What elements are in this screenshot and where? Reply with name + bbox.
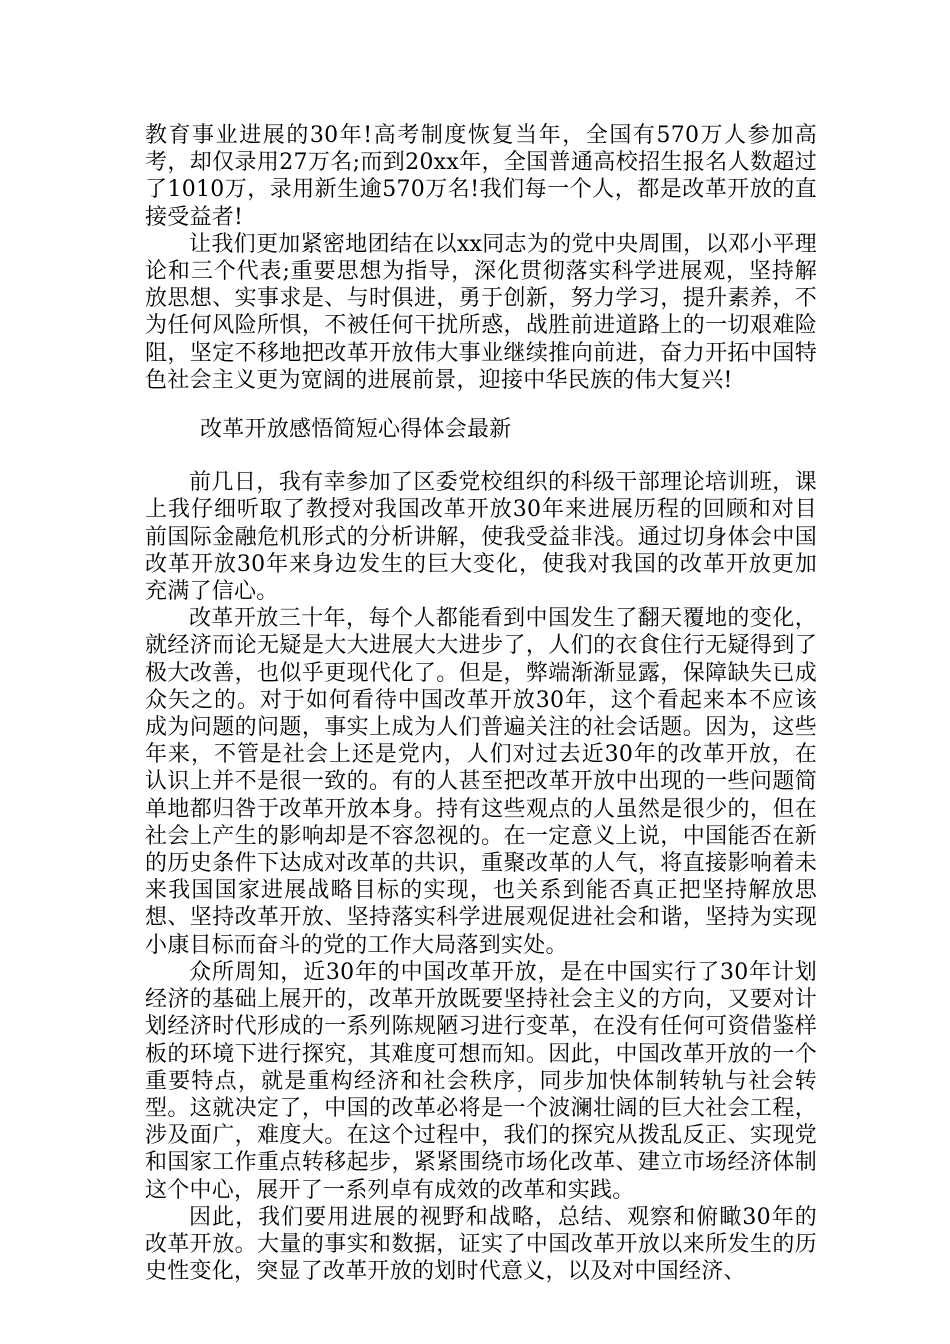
paragraph-education: 教育事业进展的30年!高考制度恢复当年，全国有570万人参加高考，却仅录用27万名;而到20xx年，全国普通高校招生报名人数超过了1010万，录用新生逾570万名!我们每一个人，都是改革开放的直接受益者! <box>145 123 817 230</box>
paragraph-training: 前几日，我有幸参加了区委党校组织的科级干部理论培训班，课上我仔细听取了教授对我国改革开放30年来进展历程的回顾和对目前国际金融危机形式的分析讲解，使我受益非浅。通过切身体会中国改革开放30年来身边发生的巨大变化，使我对我国的改革开放更加充满了信心。 <box>145 470 817 605</box>
paragraph-therefore: 因此，我们要用进展的视野和战略，总结、观察和俯瞰30年的改革开放。大量的事实和数据，证实了中国改革开放以来所发生的历史性变化，突显了改革开放的划时代意义，以及对中国经济、 <box>145 1204 817 1285</box>
paragraph-unite: 让我们更加紧密地团结在以xx同志为的党中央周围，以邓小平理论和三个代表;重要思想为指导，深化贯彻落实科学进展观，坚持解放思想、实事求是、与时俱进，勇于创新，努力学习，提升素养，不为任何风险所惧，不被任何干扰所惑，战胜前进道路上的一切艰难险阻，坚定不移地把改革开放伟大事业继续推向前进，奋力开拓中国特色社会主义更为宽阔的进展前景，迎接中华民族的伟大复兴! <box>145 231 817 393</box>
paragraph-thirty-years: 改革开放三十年，每个人都能看到中国发生了翻天覆地的变化，就经济而论无疑是大大进展大大进步了，人们的衣食住行无疑得到了极大改善，也似乎更现代化了。但是，弊端渐渐显露，保障缺失已成众矢之的。对于如何看待中国改革开放30年，这个看起来本不应该成为问题的问题，事实上成为人们普遍关注的社会话题。因为，这些年来，不管是社会上还是党内，人们对过去近30年的改革开放，在认识上并不是很一致的。有的人甚至把改革开放中出现的一些问题简单地都归咎于改革开放本身。持有这些观点的人虽然是很少的，但在社会上产生的影响却是不容忽视的。在一定意义上说，中国能否在新的历史条件下达成对改革的共识，重聚改革的人气，将直接影响着未来我国国家进展战略目标的实现，也关系到能否真正把坚持解放思想、坚持改革开放、坚持落实科学进展观促进社会和谐，坚持为实现小康目标而奋斗的党的工作大局落到实处。 <box>145 606 817 958</box>
section-title: 改革开放感悟简短心得体会最新 <box>200 417 512 443</box>
document-page <box>145 122 817 1285</box>
paragraph-well-known: 众所周知，近30年的中国改革开放，是在中国实行了30年计划经济的基础上展开的，改革开放既要坚持社会主义的方向，又要对计划经济时代形成的一系列陈规陋习进行变革，在没有任何可资借鉴样板的环境下进行探究，其难度可想而知。因此，中国改革开放的一个重要特点，就是重构经济和社会秩序，同步加快体制转轨与社会转型。这就决定了，中国的改革必将是一个波澜壮阔的巨大社会工程，涉及面广，难度大。在这个过程中，我们的探究从拨乱反正、实现党和国家工作重点转移起步，紧紧围绕市场化改革、建立市场经济体制这个中心，展开了一系列卓有成效的改革和实践。 <box>145 959 817 1203</box>
